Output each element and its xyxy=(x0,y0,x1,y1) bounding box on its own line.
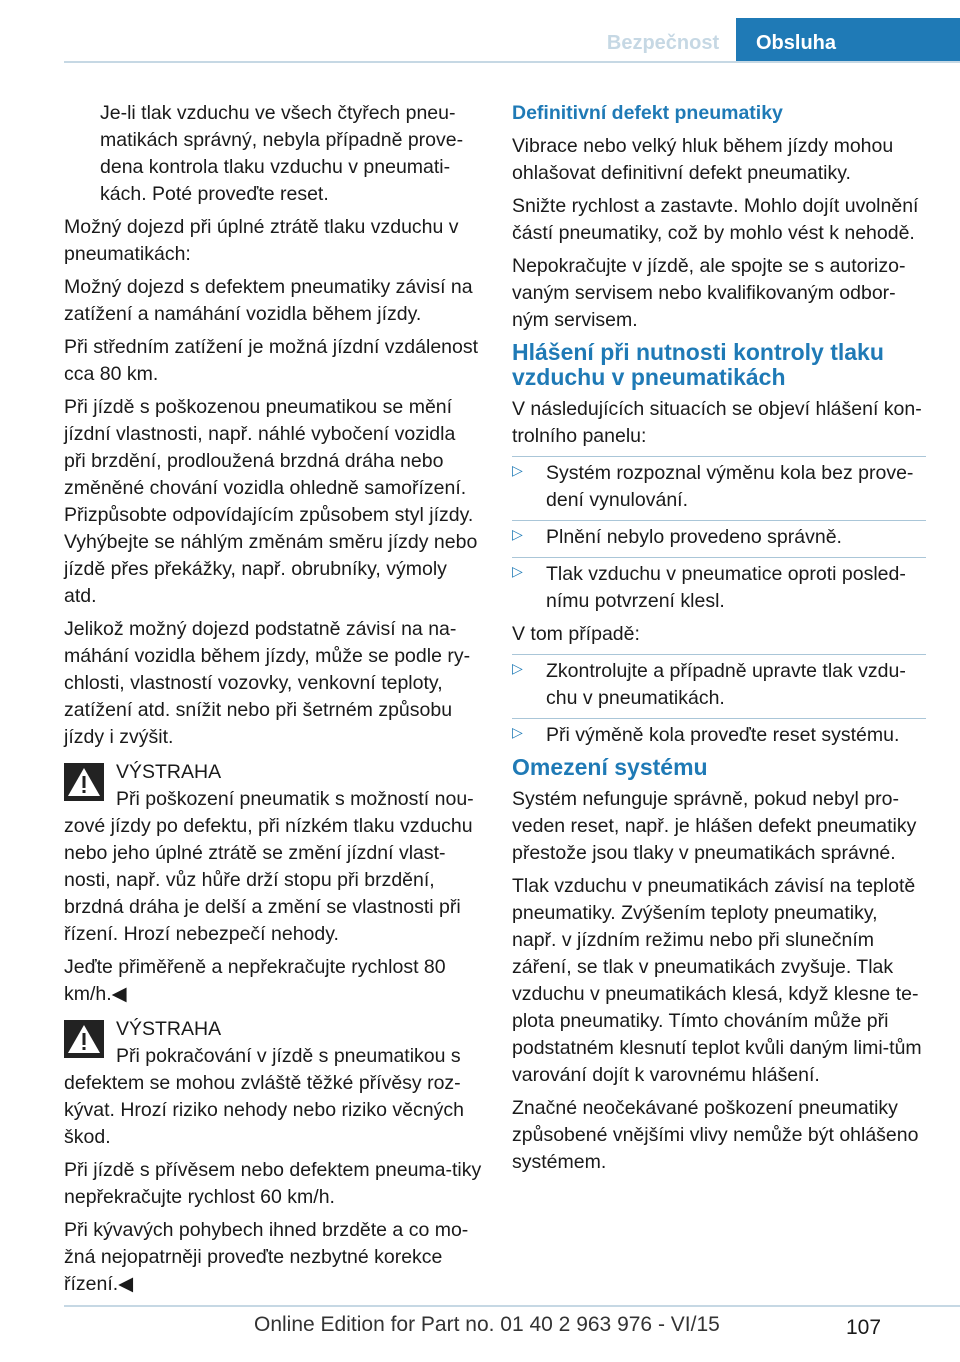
paragraph: Snižte rychlost a zastavte. Mohlo dojít uvolnění částí pneumatiky, což by mohlo vést k nehodě. xyxy=(512,195,919,244)
paragraph: Tlak vzduchu v pneumatikách závisí na teplotě pneumatiky. Zvýšením teploty pneumatiky, např. v jízdním režimu nebo při slunečním záření, se tlak v pneumatikách zvyšuje. Tlak vzduchu v pneumatikách klesá, když klesne te-plota pneumatiky. Tímto chováním může při podstatném klesnutí teplot kvůli daným limi-tům varování dojít k varovnému hlášení. xyxy=(512,875,922,1086)
paragraph: V následujících situacích se objeví hlášení kon-trolního panelu: xyxy=(512,398,922,447)
paragraph: Jelikož možný dojezd podstatně závisí na na-máhání vozidla během jízdy, může se podle ry-chlosti, vlastností vozovky, venkovní teploty, zatížení atd. snížit nebo při šetrném způsobu jízdy i zvýšit. xyxy=(64,618,471,748)
bullet-marker-icon: ▷ xyxy=(512,563,523,579)
paragraph: V tom případě: xyxy=(512,623,640,645)
paragraph: Při kývavých pohybech ihned brzděte a co mo-žná nejopatrněji proveďte nezbytné korekce řízení.◀ xyxy=(64,1219,469,1295)
paragraph: Systém nefunguje správně, pokud nebyl pro-veden reset, např. je hlášen defekt pneumatiky přestože jsou tlaky v pneumatikách správné. xyxy=(512,788,917,864)
warning-text: zové jízdy po defektu, při nízkém tlaku vzduchu nebo jeho úplné ztrátě se změní jízdní vlast-nosti, např. vůz hůře drží stopu při brzdění, brzdná dráha je delší a změní se vlastnosti při řízení. Hrozí nebezpečí nehody. xyxy=(64,815,473,945)
header-divider xyxy=(64,61,960,63)
intro-paragraph: Je-li tlak vzduchu ve všech čtyřech pneu-matikách správný, nebyla případně prove-dena kontrola tlaku vzduchu v pneumati-kách. Poté proveďte reset. xyxy=(100,102,464,205)
bullet-marker-icon: ▷ xyxy=(512,660,523,676)
paragraph: Jeďte přiměřeně a nepřekračujte rychlost 80 km/h.◀ xyxy=(64,956,446,1005)
warning-line: Při poškození pneumatik s možností nou- xyxy=(116,788,474,810)
paragraph: Při jízdě s poškozenou pneumatikou se mění jízdní vlastnosti, např. náhlé vybočení vozidla při brzdění, prodloužená brzdná dráha nebo změněné chování vozidla ohledně samořízení. Přizpůsobte odpovídajícím způsobem styl jízdy. Vyhýbejte se náhlým změnám směru jízdy nebo jízdě přes překážky, např. obrubníky, výmoly atd. xyxy=(64,396,478,607)
paragraph: Při jízdě s přívěsem nebo defektem pneuma-tiky nepřekračujte rychlost 60 km/h. xyxy=(64,1159,482,1208)
list-item: ▷ Tlak vzduchu v pneumatice oproti posled-nímu potvrzení klesl. xyxy=(512,557,926,615)
warning-text: defektem se mohou zvláště těžké přívěsy roz-kývat. Hrozí riziko nehody nebo riziko věcných škod. xyxy=(64,1072,464,1148)
tab-obsluha[interactable]: Obsluha xyxy=(736,18,960,62)
warning-triangle-icon xyxy=(64,1020,104,1058)
warning-title: VÝSTRAHA xyxy=(116,761,222,783)
warning-block xyxy=(64,1016,482,1298)
warning-line: Při pokračování v jízdě s pneumatikou s xyxy=(116,1045,461,1067)
paragraph: Možný dojezd s defektem pneumatiky závisí na zatížení a namáhání vozidla během jízdy. xyxy=(64,276,473,325)
warning-block xyxy=(64,759,482,1008)
footer-edition: Online Edition for Part no. 01 40 2 963 976 - VI/15 xyxy=(254,1313,720,1336)
section-heading: Definitivní defekt pneumatiky xyxy=(512,102,783,124)
right-column xyxy=(512,100,926,1182)
tab-bezpecnost[interactable]: Bezpečnost xyxy=(606,32,720,54)
paragraph: Značné neočekávané poškození pneumatiky způsobené vnějšími vlivy nemůže být ohlášeno systémem. xyxy=(512,1097,919,1173)
paragraph: Možný dojezd při úplné ztrátě tlaku vzduchu v pneumatikách: xyxy=(64,216,459,265)
section-heading: Hlášení při nutnosti kontroly tlaku vzduchu v pneumatikách xyxy=(512,339,884,390)
bullet-marker-icon: ▷ xyxy=(512,526,523,542)
warning-title: VÝSTRAHA xyxy=(116,1018,222,1040)
list-item: ▷ Systém rozpoznal výměnu kola bez prove-dení vynulování. xyxy=(512,456,926,514)
warning-triangle-icon xyxy=(64,763,104,801)
bullet-marker-icon: ▷ xyxy=(512,724,523,740)
bullet-list xyxy=(512,654,926,749)
paragraph: Při středním zatížení je možná jízdní vzdálenost cca 80 km. xyxy=(64,336,479,385)
paragraph: Vibrace nebo velký hluk během jízdy mohou ohlašovat definitivní defekt pneumatiky. xyxy=(512,135,894,184)
footer-divider xyxy=(64,1305,960,1307)
section-heading: Omezení systému xyxy=(512,754,708,780)
list-item: ▷ Plnění nebylo provedeno správně. xyxy=(512,520,926,551)
left-column xyxy=(64,100,482,1304)
list-item: ▷ Při výměně kola proveďte reset systému. xyxy=(512,718,926,749)
page-number: 107 xyxy=(846,1316,882,1339)
paragraph: Nepokračujte v jízdě, ale spojte se s autorizo-vaným servisem nebo kvalifikovaným odbor-ným servisem. xyxy=(512,255,906,331)
bullet-marker-icon: ▷ xyxy=(512,462,523,478)
list-item: ▷ Zkontrolujte a případně upravte tlak vzdu-chu v pneumatikách. xyxy=(512,654,926,712)
bullet-list xyxy=(512,456,926,615)
